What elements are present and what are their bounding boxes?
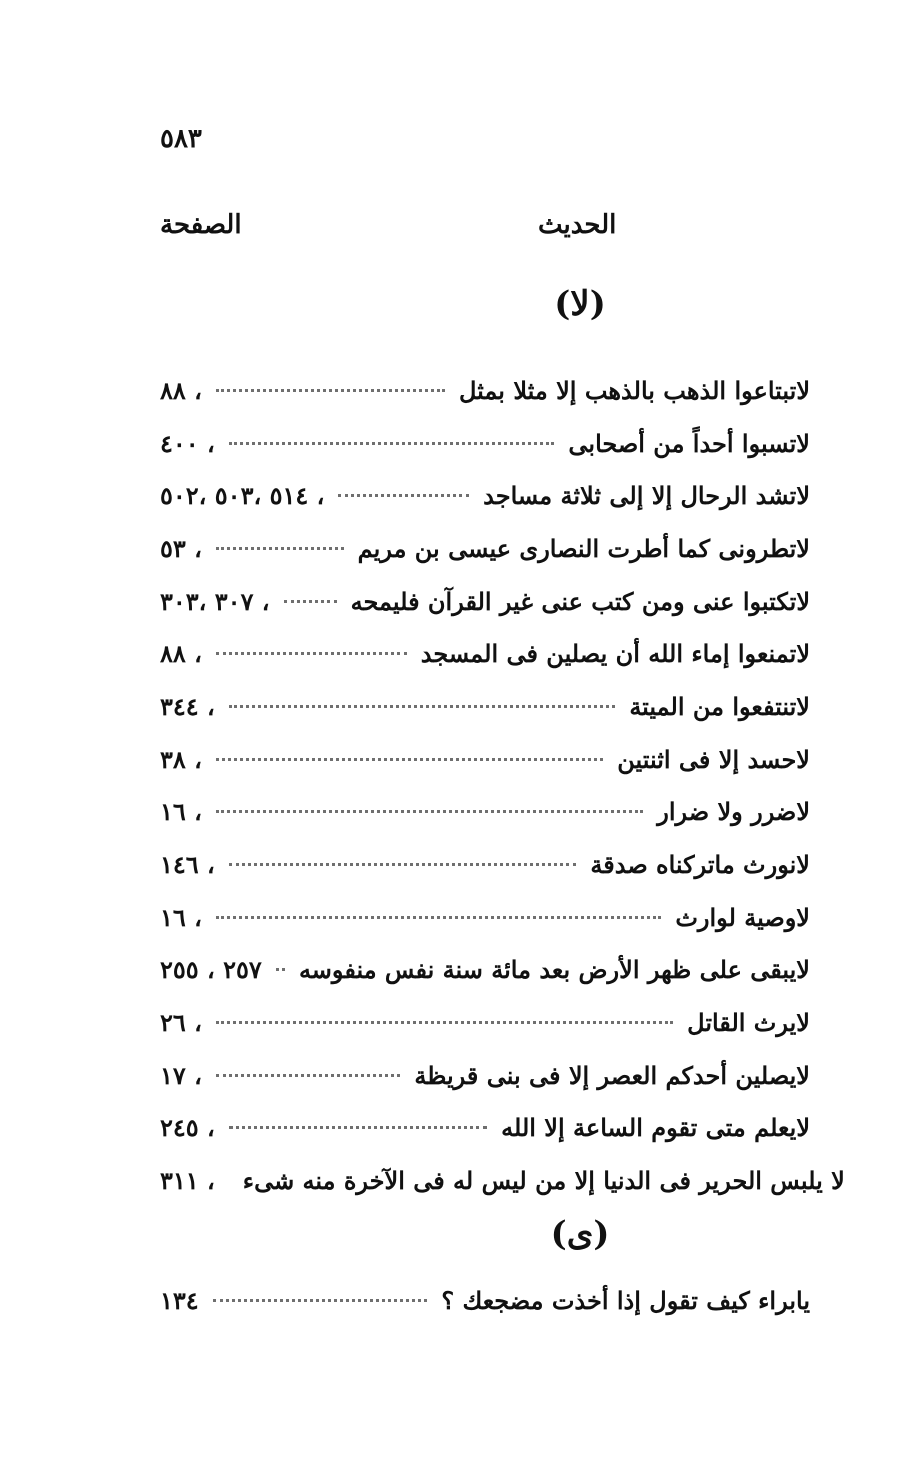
dot-leader (216, 652, 407, 655)
dot-leader (276, 968, 285, 971)
hadith-text: لاتبتاعوا الذهب بالذهب إلا مثلا بمثل (459, 375, 810, 405)
list-item (160, 944, 810, 997)
hadith-text: لاتطرونى كما أطرت النصارى عيسى بن مريم (357, 533, 810, 563)
hadith-text: يابراء كيف تقول إذا أخذت مضجعك ؟ (441, 1285, 810, 1315)
dot-leader (216, 758, 603, 761)
dot-leader (216, 810, 643, 813)
list-item (160, 364, 810, 417)
dot-leader (338, 494, 469, 497)
list-item (160, 417, 810, 470)
list-item (160, 627, 810, 680)
section-heading-la: (لا) (554, 284, 606, 324)
list-item (160, 1274, 810, 1327)
hadith-text: لايبقى على ظهر الأرض بعد مائة سنة نفس منفوسه (298, 955, 810, 985)
list-item (160, 786, 810, 839)
list-item (160, 680, 810, 733)
dot-leader (229, 442, 555, 445)
page-number: ٥٨٣ (160, 124, 202, 154)
hadith-text: لاتشد الرحال إلا إلى ثلاثة مساجد (483, 481, 810, 511)
dot-leader (216, 547, 344, 550)
hadith-text: لاتكتبوا عنى ومن كتب عنى غير القرآن فليمحه (350, 586, 810, 616)
page-reference: ٣٠٧ ،٣٠٣ ، (160, 586, 270, 616)
page-reference: ٥١٤ ،٥٠٣ ،٥٠٢ ، (160, 481, 325, 511)
entry-list-la (160, 364, 845, 1207)
page-reference: ٣٤٤ ، (160, 691, 215, 721)
page-reference: ٢٤٥ ، (160, 1113, 215, 1143)
dot-leader (216, 1021, 673, 1024)
page-reference: ٥٣ ، (160, 533, 202, 563)
page-reference: ٢٥٧ ، ٢٥٥ (160, 955, 262, 985)
page-reference: ١٦ ، (160, 797, 202, 827)
hadith-text: لاتمنعوا إماء الله أن يصلين فى المسجد (420, 639, 810, 669)
hadith-text: لاوصية لوارث (675, 902, 810, 932)
dot-leader (213, 1299, 428, 1302)
list-item (160, 1049, 810, 1102)
list-item (160, 1102, 810, 1155)
list-item (160, 522, 810, 575)
page-reference: ٢٦ ، (160, 1008, 202, 1038)
list-item (160, 996, 810, 1049)
dot-leader (216, 916, 661, 919)
hadith-text: لاتنتفعوا من الميتة (629, 691, 810, 721)
list-item (160, 1154, 845, 1207)
page-reference: ١٧ ، (160, 1060, 202, 1090)
entry-list-ya (160, 1274, 810, 1327)
hadith-text: لايصلين أحدكم العصر إلا فى بنى قريظة (414, 1060, 810, 1090)
page-reference: ١٦ ، (160, 902, 202, 932)
page-reference: ٨٨ ، (160, 375, 202, 405)
list-item (160, 575, 810, 628)
dot-leader (229, 1126, 487, 1129)
list-item (160, 469, 810, 522)
page-reference: ١٣٤ (160, 1285, 199, 1315)
page-reference: ١٤٦ ، (160, 850, 215, 880)
dot-leader (216, 1074, 401, 1077)
hadith-text: لا يلبس الحرير فى الدنيا إلا من ليس له فى الآخرة منه شىء (242, 1166, 845, 1196)
page-reference: ٤٠٠ ، (160, 428, 215, 458)
list-item (160, 733, 810, 786)
dot-leader (229, 863, 577, 866)
list-item (160, 838, 810, 891)
column-header-hadith: الحديث (538, 210, 617, 240)
dot-leader (284, 600, 337, 603)
section-heading-ya: (ى) (550, 1214, 610, 1254)
list-item (160, 891, 810, 944)
hadith-text: لاتسبوا أحداً من أصحابى (568, 428, 810, 458)
hadith-text: لاحسد إلا فى اثنتين (617, 744, 810, 774)
hadith-text: لاضرر ولا ضرار (657, 797, 810, 827)
dot-leader (229, 705, 616, 708)
column-header-page: الصفحة (160, 210, 242, 240)
dot-leader (216, 389, 445, 392)
page-reference: ٣١١ ، (160, 1166, 215, 1196)
hadith-text: لايرث القاتل (687, 1008, 810, 1038)
hadith-text: لايعلم متى تقوم الساعة إلا الله (501, 1113, 810, 1143)
hadith-text: لانورث ماتركناه صدقة (590, 850, 810, 880)
page-reference: ٨٨ ، (160, 639, 202, 669)
page-reference: ٣٨ ، (160, 744, 202, 774)
